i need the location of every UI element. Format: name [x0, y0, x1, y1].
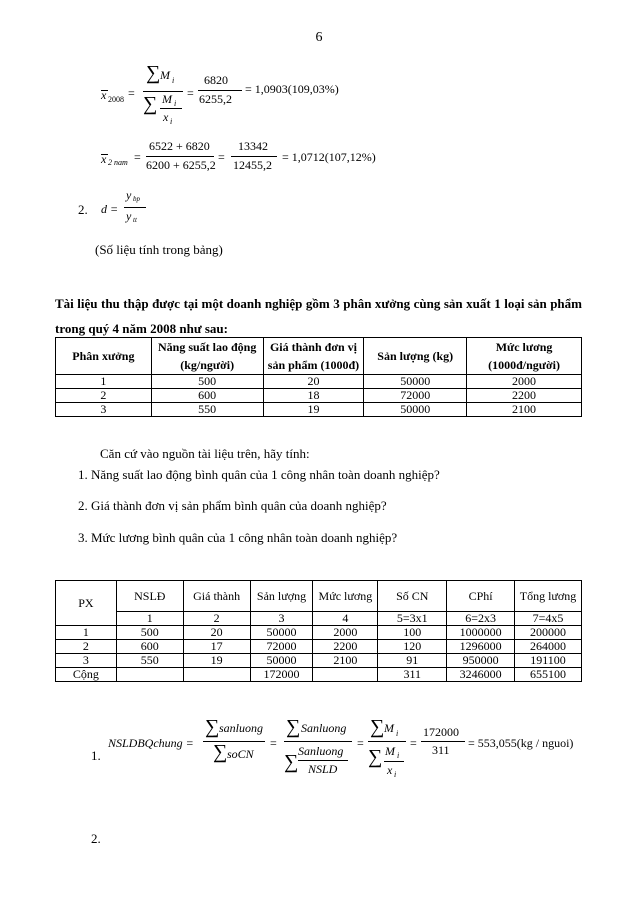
table-cell: 311: [378, 668, 447, 682]
table-cell: [116, 668, 183, 682]
table-cell: 19: [263, 403, 364, 417]
table-cell: 91: [378, 654, 447, 668]
table-cell: 72000: [364, 389, 467, 403]
table-cell: 50000: [364, 375, 467, 389]
formula2-result: = 1,0712(107,12%): [282, 150, 376, 164]
table-cell: 1: [116, 612, 183, 626]
solution-denominator: 311: [432, 743, 450, 757]
fraction-denominator: 6255,2: [199, 92, 232, 106]
table-total-row: [56, 668, 582, 682]
formula2-denominator-2: 12455,2: [233, 158, 272, 172]
formula1-subscript: 2008: [108, 95, 124, 104]
table-row: [56, 626, 582, 640]
table-cell: 17: [183, 640, 250, 654]
table-cell: 2000: [467, 375, 582, 389]
table-cell: 6=2x3: [447, 612, 515, 626]
table-cell: 3: [250, 612, 313, 626]
table-index-row: [56, 612, 582, 626]
table-cell: 191100: [515, 654, 582, 668]
sum-symbol: ∑: [146, 62, 161, 84]
solution-number: 1.: [91, 748, 101, 763]
table-cell: 264000: [515, 640, 582, 654]
table-cell: 2: [183, 612, 250, 626]
table-row: [56, 640, 582, 654]
table-cell: 2200: [467, 389, 582, 403]
question-2: 2. Giá thành đơn vị sản phẩm bình quân của doanh nghiệp?: [78, 498, 387, 513]
table-cell: 4: [313, 612, 378, 626]
table-cell: 600: [151, 389, 263, 403]
table-cell: 550: [151, 403, 263, 417]
col-header: Sản lượng: [250, 581, 313, 612]
table-cell: 3246000: [447, 668, 515, 682]
col-header: Giá thành: [183, 581, 250, 612]
table-cell: 172000: [250, 668, 313, 682]
question-3: 3. Mức lương bình quân của 1 công nhân toàn doanh nghiệp?: [78, 530, 398, 545]
table-cell: 2100: [313, 654, 378, 668]
table-cell: 2000: [313, 626, 378, 640]
table-header-row: [56, 581, 582, 612]
table-cell: 20: [263, 375, 364, 389]
formula2-numerator-2: 13342: [238, 139, 268, 153]
table-cell: 1000000: [447, 626, 515, 640]
table-cell: 2: [56, 640, 117, 654]
item-number: 2.: [78, 202, 88, 217]
formula1-result: = 1,0903(109,03%): [245, 82, 339, 96]
table-cell: [183, 668, 250, 682]
col-header: Năng suất lao động (kg/người): [151, 338, 263, 375]
table-cell: [313, 668, 378, 682]
solution-numerator: 172000: [423, 725, 459, 739]
col-header: NSLĐ: [116, 581, 183, 612]
solution-2-number: 2.: [91, 831, 101, 846]
table-cell: 950000: [447, 654, 515, 668]
question-intro: Căn cứ vào nguồn tài liệu trên, hãy tính:: [100, 446, 310, 461]
solution-result: = 553,055(kg / nguoi): [468, 736, 574, 750]
table-cell: 3: [56, 403, 152, 417]
col-header: Mức lương (1000đ/người): [467, 338, 582, 375]
data-table: [55, 337, 582, 417]
formula2-denominator: 6200 + 6255,2: [146, 158, 216, 172]
table-cell: Cộng: [56, 668, 117, 682]
table-cell: 5=3x1: [378, 612, 447, 626]
table-cell: 50000: [364, 403, 467, 417]
table-cell: 1: [56, 626, 117, 640]
table-cell: 600: [116, 640, 183, 654]
col-header: Mức lương: [313, 581, 378, 612]
table-cell: 2100: [467, 403, 582, 417]
table-cell: 100: [378, 626, 447, 640]
col-header: Sản lượng (kg): [364, 338, 467, 375]
question-1: 1. Năng suất lao động bình quân của 1 công nhân toàn doanh nghiệp?: [78, 467, 440, 482]
table-row: [56, 389, 582, 403]
table-header-row: [56, 338, 582, 375]
table-cell: 1296000: [447, 640, 515, 654]
table-cell: 500: [151, 375, 263, 389]
table-cell: 50000: [250, 654, 313, 668]
col-header: Phân xưởng: [56, 338, 152, 375]
note-text: (Số liệu tính trong bảng): [95, 242, 223, 257]
table-cell: 120: [378, 640, 447, 654]
table-row: [56, 654, 582, 668]
col-header: Số CN: [378, 581, 447, 612]
col-header: CPhí: [447, 581, 515, 612]
table-cell: 18: [263, 389, 364, 403]
fraction-numerator: 6820: [204, 73, 228, 87]
col-header: PX: [56, 581, 117, 626]
formula2-numerator: 6522 + 6820: [149, 139, 210, 153]
page-number: 6: [315, 30, 323, 45]
table-cell: 19: [183, 654, 250, 668]
table-cell: 7=4x5: [515, 612, 582, 626]
table-cell: 20: [183, 626, 250, 640]
problem-intro: Tài liệu thu thập được tại một doanh nghiệp gồm 3 phân xưởng cùng sản xuất 1 loại sản phẩm trong quý 4 năm 2008 như sau:: [55, 296, 582, 336]
table-cell: 50000: [250, 626, 313, 640]
col-header: Tổng lương: [515, 581, 582, 612]
table-cell: 3: [56, 654, 117, 668]
solution-table: [55, 580, 582, 682]
table-row: [56, 375, 582, 389]
table-row: [56, 403, 582, 417]
sum-symbol: ∑: [143, 93, 158, 115]
table-cell: 200000: [515, 626, 582, 640]
table-cell: 2: [56, 389, 152, 403]
table-cell: 2200: [313, 640, 378, 654]
table-cell: 655100: [515, 668, 582, 682]
col-header: Giá thành đơn vị sản phẩm (1000đ): [263, 338, 364, 375]
table-cell: 500: [116, 626, 183, 640]
table-cell: 1: [56, 375, 152, 389]
table-cell: 72000: [250, 640, 313, 654]
table-cell: 550: [116, 654, 183, 668]
